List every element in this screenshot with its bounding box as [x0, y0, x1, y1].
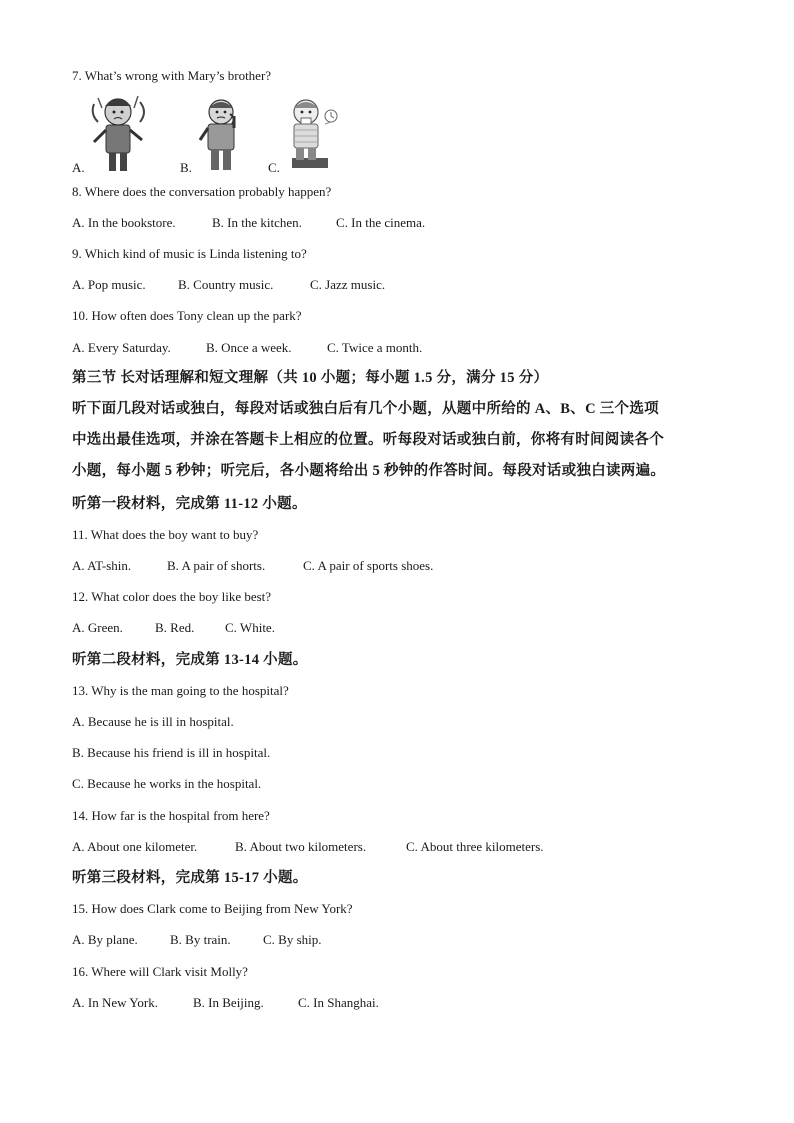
option-c: C. In the cinema. [336, 215, 426, 230]
option-a: A. In the bookstore. [72, 215, 176, 230]
question-8-options [72, 215, 425, 231]
question-9-options [72, 277, 385, 293]
question-16: 16. Where will Clark visit Molly? [72, 964, 248, 979]
question-10-options [72, 340, 422, 356]
question-10: 10. How often does Tony clean up the park? [72, 308, 302, 323]
part-2-heading: 听第二段材料，完成第 13-14 小题。 [72, 652, 308, 668]
option-c: C. Twice a month. [327, 340, 423, 355]
option-b-label: B. [180, 160, 192, 175]
option-c-label: C. [268, 160, 280, 175]
option-b: B. A pair of shorts. [167, 558, 266, 573]
boy-toothache-picture [196, 96, 246, 174]
option-a: A. AT-shin. [72, 558, 132, 573]
option-a-label: A. [72, 160, 85, 175]
option-a: A. By plane. [72, 932, 138, 947]
option-a: A. About one kilometer. [72, 839, 198, 854]
part-1-heading: 听第一段材料，完成第 11-12 小题。 [72, 496, 307, 512]
question-13-option-b: B. Because his friend is ill in hospital. [72, 745, 271, 760]
question-9: 9. Which kind of music is Linda listening to? [72, 246, 307, 261]
part-3-heading: 听第三段材料，完成第 15-17 小题。 [72, 870, 308, 886]
question-12-options [72, 620, 275, 636]
question-14: 14. How far is the hospital from here? [72, 808, 270, 823]
option-c: C. A pair of sports shoes. [303, 558, 434, 573]
question-13-option-a: A. Because he is ill in hospital. [72, 714, 234, 729]
option-b: B. Red. [155, 620, 195, 635]
option-b: B. Country music. [178, 277, 274, 292]
option-a: A. In New York. [72, 995, 158, 1010]
option-c: C. White. [225, 620, 275, 635]
question-11: 11. What does the boy want to buy? [72, 527, 259, 542]
question-15-options [72, 932, 322, 948]
question-15: 15. How does Clark come to Beijing from New York? [72, 901, 353, 916]
question-13-option-c: C. Because he works in the hospital. [72, 776, 262, 791]
sick-boy-headache-picture [88, 94, 154, 174]
option-b: B. Once a week. [206, 340, 292, 355]
option-b: B. About two kilometers. [235, 839, 367, 854]
question-12: 12. What color does the boy like best? [72, 589, 272, 604]
question-8: 8. Where does the conversation probably happen? [72, 184, 332, 199]
option-c: C. About three kilometers. [406, 839, 544, 854]
section-instructions-line-1: 听下面几段对话或独白，每段对话或独白后有几个小题，从题中所给的 A、B、C 三个选项 [72, 401, 659, 417]
section-instructions-line-2: 中选出最佳选项，并涂在答题卡上相应的位置。听每段对话或独白前，你将有时间阅读各个 [72, 432, 664, 448]
option-a: A. Pop music. [72, 277, 146, 292]
section-title: 第三节 长对话理解和短文理解（共 10 小题；每小题 1.5 分，满分 15 分） [72, 370, 549, 386]
option-c: C. In Shanghai. [298, 995, 379, 1010]
option-c: C. Jazz music. [310, 277, 386, 292]
option-a: A. Green. [72, 620, 123, 635]
option-c: C. By ship. [263, 932, 322, 947]
option-b: B. By train. [170, 932, 231, 947]
question-13: 13. Why is the man going to the hospital? [72, 683, 289, 698]
option-b: B. In Beijing. [193, 995, 264, 1010]
boy-fever-picture [282, 96, 340, 174]
question-16-options [72, 995, 379, 1011]
option-b: B. In the kitchen. [212, 215, 302, 230]
question-7: 7. What’s wrong with Mary’s brother? [72, 68, 272, 83]
option-a: A. Every Saturday. [72, 340, 171, 355]
section-instructions-line-3: 小题，每小题 5 秒钟；听完后，各小题将给出 5 秒钟的作答时间。每段对话或独白读两遍。 [72, 463, 666, 479]
question-14-options [72, 839, 544, 855]
question-11-options [72, 558, 433, 574]
